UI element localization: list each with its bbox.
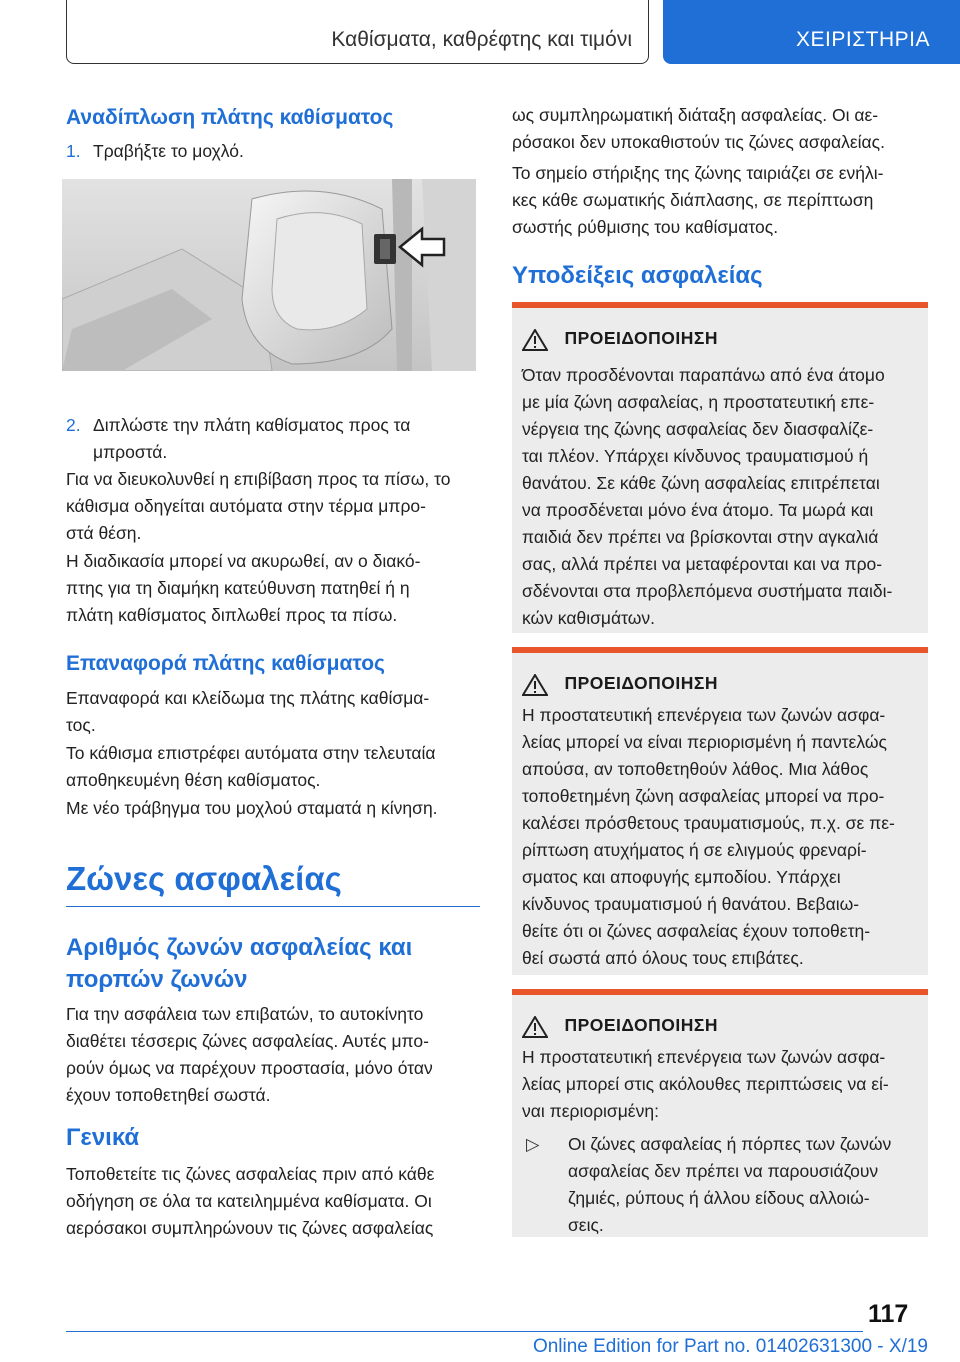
text-line: κες κάθε σωματικής διάπλασης, σε περίπτωση — [512, 190, 874, 210]
warning-3-text — [522, 1044, 889, 1125]
text-line: Για την ασφάλεια των επιβατών, το αυτοκίνητο — [66, 1004, 424, 1024]
text-line: Το σημείο στήριξης της ζώνης ταιριάζει σε ενήλι- — [512, 163, 884, 183]
paragraph-stop-motion: Με νέο τράβηγμα του μοχλού σταματά η κίνηση. — [66, 798, 438, 818]
warning-triangle-icon — [522, 674, 548, 696]
warning-label: ΠΡΟΕΙΔΟΠΟΙΗΣΗ — [564, 1015, 719, 1035]
section-divider — [66, 906, 480, 907]
warning-1-text — [522, 362, 892, 632]
text-line: καλέσει πρόσθετους τραυματισμούς, π.χ. σε πε- — [522, 813, 895, 833]
warning-triangle-icon — [522, 1016, 548, 1038]
text-line: σδένονται στα προβλεπόμενα συστήματα παιδι- — [522, 581, 893, 601]
text-line: Τοποθετείτε τις ζώνες ασφαλείας πριν από κάθε — [66, 1164, 435, 1184]
text-line: παιδιά δεν πρέπει να βρίσκονται στην αγκαλιά — [522, 527, 879, 547]
text-line: Οι ζώνες ασφαλείας ή πόρπες των ζωνών — [568, 1134, 892, 1154]
paragraph-cancel — [66, 548, 480, 629]
seat-illustration — [62, 179, 476, 371]
warning-triangle-icon — [522, 329, 548, 351]
text-line: αποθηκευμένη θέση καθίσματος. — [66, 770, 321, 790]
heading-line: πορπών ζωνών — [66, 966, 248, 993]
text-line: σεις. — [568, 1215, 604, 1235]
text-line: ρούν όμως να παρέχουν προστασία, μόνο όταν — [66, 1058, 433, 1078]
paragraph-general — [66, 1161, 480, 1242]
warning-bar — [512, 647, 928, 653]
text-line: τος. — [66, 715, 96, 735]
warning-box-1 — [512, 302, 928, 633]
step-1-text: Τραβήξτε το μοχλό. — [93, 141, 244, 161]
text-line: ασφαλείας δεν πρέπει να παρουσιάζουν — [568, 1161, 879, 1181]
text-line: ρίπτωση ατυχήματος ή σε ελιγμούς φρεναρί- — [522, 840, 867, 860]
bullet-text — [568, 1131, 938, 1239]
text-line: λείας μπορεί να είναι περιορισμένη ή παντελώς — [522, 732, 887, 752]
step-2-line-1: Διπλώστε την πλάτη καθίσματος προς τα — [93, 415, 411, 435]
seat-lever-photo — [62, 179, 476, 371]
text-line: διαθέτει τέσσερις ζώνες ασφαλείας. Αυτές μπο- — [66, 1031, 429, 1051]
text-line: αερόσακοι συμπληρώνουν τις ζώνες ασφαλείας — [66, 1218, 434, 1238]
warning-box-2 — [512, 647, 928, 975]
text-line: να προσδένεται μόνο ένα άτομο. Τα μωρά και — [522, 500, 874, 520]
warning-bar — [512, 989, 928, 995]
text-line: οδήγηση σε όλα τα κατειλημμένα καθίσματα. Οι — [66, 1191, 432, 1211]
text-line: ζημιές, ρύπους ή άλλου είδους αλλοιώ- — [568, 1188, 870, 1208]
bullet-triangle-icon: ▷ — [526, 1134, 540, 1154]
step-2-number: 2. — [66, 415, 81, 435]
step-2 — [66, 412, 480, 466]
text-line: Το κάθισμα επιστρέφει αυτόματα στην τελευταία — [66, 743, 436, 763]
header-section-tab — [66, 0, 649, 64]
heading-belt-count — [66, 932, 480, 996]
text-line: Επαναφορά και κλείδωμα της πλάτης καθίσμα- — [66, 688, 430, 708]
warning-header — [522, 328, 718, 351]
text-line: θανάτου. Σε κάθε ζώνη ασφαλείας επιτρέπεται — [522, 473, 880, 493]
heading-general: Γενικά — [66, 1124, 140, 1151]
heading-seat-belts: Ζώνες ασφαλείας — [66, 860, 342, 897]
footer-divider — [66, 1331, 863, 1332]
text-line: Η προστατευτική επενέργεια των ζωνών ασφα- — [522, 705, 886, 725]
heading-fold-backrest: Αναδίπλωση πλάτης καθίσματος — [66, 106, 394, 129]
heading-safety-notes: Υποδείξεις ασφαλείας — [512, 262, 763, 289]
warning-bar — [512, 302, 928, 308]
step-1 — [66, 138, 480, 165]
header-chapter-title: ΧΕΙΡΙΣΤΗΡΙΑ — [796, 28, 931, 51]
text-line: Για να διευκολυνθεί η επιβίβαση προς τα πίσω, το — [66, 469, 451, 489]
paragraph-entry-assist — [66, 466, 480, 547]
text-line: στά θέση. — [66, 523, 142, 543]
text-line: με μία ζώνη ασφαλείας, η προστατευτική επε- — [522, 392, 875, 412]
text-line: απούσα, αν τοποθετηθούν λάθος. Μια λάθος — [522, 759, 869, 779]
paragraph-four-belts — [66, 1001, 480, 1109]
text-line: έχουν τοποθετηθεί σωστά. — [66, 1085, 271, 1105]
warning-2-text — [522, 702, 895, 972]
text-line: κάθισμα οδηγείται αυτόματα στην τέρμα μπρο- — [66, 496, 426, 516]
text-line: Όταν προσδένονται παραπάνω από ένα άτομο — [522, 365, 885, 385]
paragraph-airbags — [512, 102, 928, 156]
text-line: κών καθισμάτων. — [522, 608, 656, 628]
step-2-line-2: μπροστά. — [93, 442, 168, 462]
text-line: τοποθετημένη ζώνη ασφαλείας μπορεί να προ- — [522, 786, 885, 806]
header-section-title: Καθίσματα, καθρέφτης και τιμόνι — [331, 28, 632, 51]
text-line: θεί σωστά από όλους τους επιβάτες. — [522, 948, 804, 968]
step-1-number: 1. — [66, 141, 81, 161]
paragraph-seat-returns — [66, 740, 480, 794]
text-line: σωστής ρύθμισης του καθίσματος. — [512, 217, 779, 237]
paragraph-reset-lock — [66, 685, 480, 739]
text-line: θείτε ότι οι ζώνες ασφαλείας έχουν τοποθετη- — [522, 921, 871, 941]
footer-edition: Online Edition for Part no. 01402631300 - X/19 — [532, 1336, 928, 1357]
heading-line: Αριθμός ζωνών ασφαλείας και — [66, 934, 413, 961]
header-chapter-tab — [663, 0, 960, 64]
text-line: Η διαδικασία μπορεί να ακυρωθεί, αν ο διακό- — [66, 551, 421, 571]
heading-reset-backrest: Επαναφορά πλάτης καθίσματος — [66, 652, 385, 675]
page-number: 117 — [868, 1300, 909, 1328]
text-line: Η προστατευτική επενέργεια των ζωνών ασφα- — [522, 1047, 886, 1067]
text-line: κίνδυνος τραυματισμού ή θανάτου. Βεβαιω- — [522, 894, 860, 914]
warning-label: ΠΡΟΕΙΔΟΠΟΙΗΣΗ — [564, 328, 719, 348]
text-line: λείας μπορεί στις ακόλουθες περιπτώσεις να εί- — [522, 1074, 889, 1094]
text-line: πλάτη καθίσματος διπλωθεί προς τα πίσω. — [66, 605, 398, 625]
warning-header — [522, 1015, 718, 1038]
text-line: ρόσακοι δεν υποκαθιστούν τις ζώνες ασφαλείας. — [512, 132, 885, 152]
text-line: νέργεια της ζώνης ασφαλείας δεν διασφαλίζε- — [522, 419, 874, 439]
warning-header — [522, 673, 718, 696]
text-line: ται πλέον. Υπάρχει κίνδυνος τραυματισμού ή — [522, 446, 869, 466]
paragraph-anchor-point — [512, 160, 928, 241]
text-line: σματος και αποφυγής εμποδίου. Υπάρχει — [522, 867, 841, 887]
text-line: ναι περιορισμένη: — [522, 1101, 659, 1121]
warning-box-3 — [512, 989, 928, 1237]
text-line: ως συμπληρωματική διάταξη ασφαλείας. Οι αε- — [512, 105, 879, 125]
text-line: σας, αλλά πρέπει να μεταφέρονται και να προ- — [522, 554, 883, 574]
text-line: πτης για τη διαμήκη κατεύθυνση πατηθεί ή η — [66, 578, 410, 598]
warning-label: ΠΡΟΕΙΔΟΠΟΙΗΣΗ — [564, 673, 719, 693]
